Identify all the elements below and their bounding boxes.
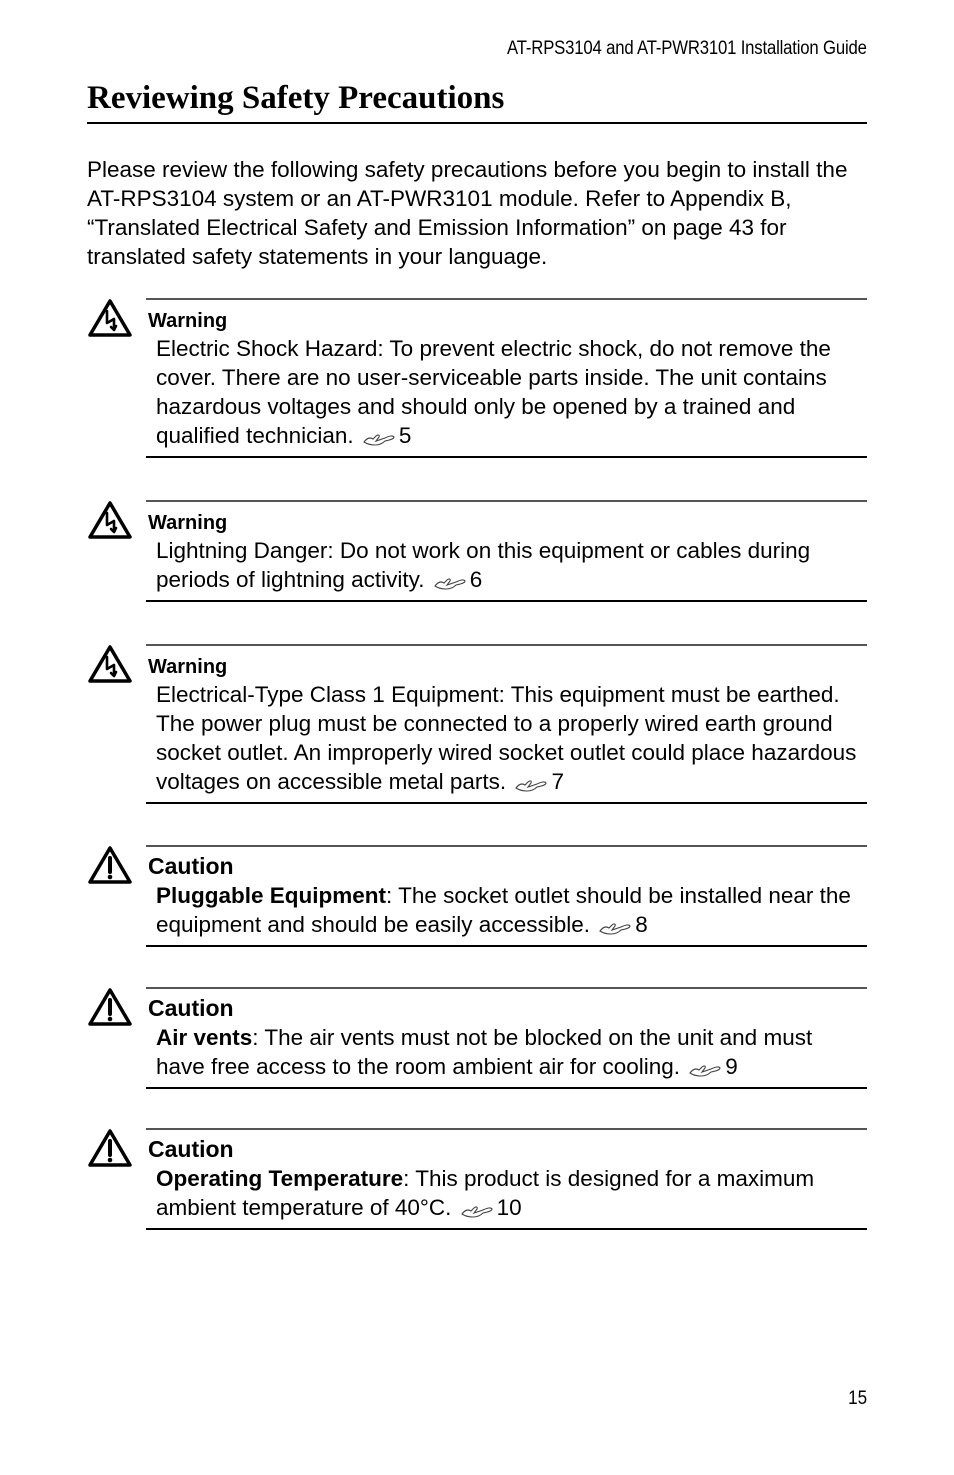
notice-body <box>156 881 867 939</box>
reference-number: 9 <box>725 1054 738 1079</box>
intro-paragraph: Please review the following safety precautions before you begin to install the AT-RPS3104 system or an AT-PWR3101 module. Refer to Appendix B, “Translated Electrical Safety and Emission Information” on page 43 for translated safety statements in your language. <box>87 157 848 269</box>
notice-body <box>156 334 867 450</box>
notice-text: : The socket outlet should be installed near the equipment and should be easily accessible. <box>156 883 851 937</box>
pointing-hand-icon <box>363 432 395 446</box>
notice-box <box>146 987 867 1089</box>
electric-shock-warning-icon <box>87 298 133 338</box>
translation-reference <box>360 423 412 448</box>
notice-box <box>146 644 867 804</box>
notice-text: : The air vents must not be blocked on the unit and must have free access to the room ambient air for cooling. <box>156 1025 813 1079</box>
pointing-hand-icon <box>599 921 631 935</box>
reference-number: 8 <box>635 912 648 937</box>
notice-type-label: Caution <box>148 1136 234 1162</box>
electric-shock-warning-icon <box>87 644 133 684</box>
translation-reference <box>512 769 564 794</box>
translation-reference <box>431 567 483 592</box>
translation-reference <box>686 1054 738 1079</box>
reference-number: 5 <box>398 423 412 448</box>
notice-body <box>156 536 867 594</box>
pointing-hand-icon <box>689 1063 721 1077</box>
pointing-hand-icon <box>515 778 547 792</box>
translation-reference <box>458 1195 522 1220</box>
notice-type-label: Warning <box>148 512 228 534</box>
notice-box <box>146 298 867 458</box>
reference-number: 10 <box>496 1195 522 1220</box>
notice-text: Lightning Danger: Do not work on this equipment or cables during periods of lightning activity. <box>156 538 811 592</box>
exclamation-caution-icon <box>87 1128 133 1168</box>
reference-number: 7 <box>551 769 564 794</box>
notice-type-label: Warning <box>148 656 228 678</box>
notice-body <box>156 1023 867 1081</box>
notice-text: : This product is designed for a maximum ambient temperature of 40°C. <box>156 1166 815 1220</box>
notice-lead: Air vents <box>156 1025 253 1050</box>
notice-box <box>146 845 867 947</box>
notice-type-label: Caution <box>148 853 234 879</box>
notice-box <box>146 1128 867 1230</box>
page-title: Reviewing Safety Precautions <box>87 78 867 124</box>
notice-lead: Pluggable Equipment <box>156 883 387 908</box>
notice-type-label: Caution <box>148 995 234 1021</box>
running-header: AT-RPS3104 and AT-PWR3101 Installation Guide <box>507 38 867 59</box>
notice-box <box>146 500 867 602</box>
page-number: 15 <box>847 1388 867 1409</box>
translation-reference <box>596 912 648 937</box>
notice-lead: Operating Temperature <box>156 1166 404 1191</box>
reference-number: 6 <box>469 567 483 592</box>
notice-text: Electrical-Type Class 1 Equipment: This equipment must be earthed. The power plug must be connected to a properly wired earth ground socket outlet. An improperly wired socket outlet could place hazardous voltages on accessible metal parts. <box>156 682 857 794</box>
notice-body <box>156 680 867 796</box>
notice-text: Electric Shock Hazard: To prevent electric shock, do not remove the cover. There are no user-serviceable parts inside. The unit contains hazardous voltages and should only be opened by a trained and qualified technician. <box>156 336 831 448</box>
exclamation-caution-icon <box>87 845 133 885</box>
notice-body <box>156 1164 867 1222</box>
exclamation-caution-icon <box>87 987 133 1027</box>
electric-shock-warning-icon <box>87 500 133 540</box>
pointing-hand-icon <box>461 1204 493 1218</box>
pointing-hand-icon <box>434 576 466 590</box>
notice-type-label: Warning <box>148 310 228 332</box>
